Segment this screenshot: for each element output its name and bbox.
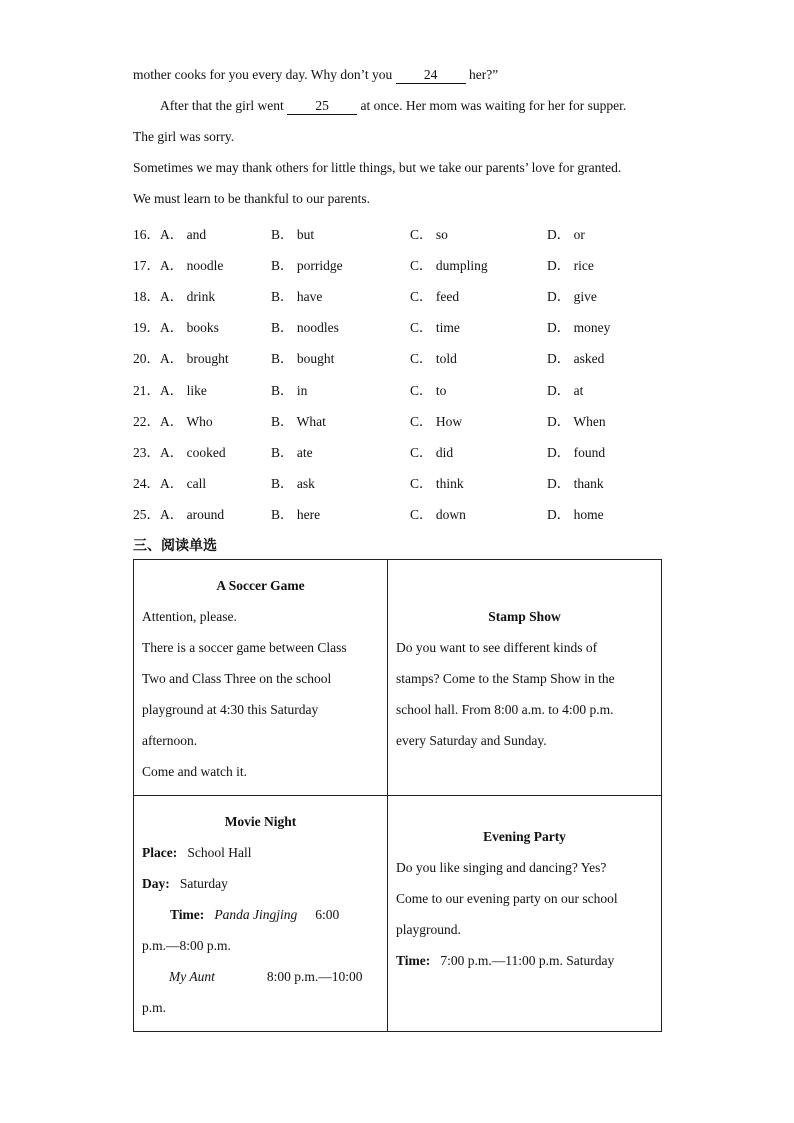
question-row [133,254,693,274]
option-d[interactable]: D． give [547,289,597,305]
film-title: My Aunt [169,969,215,984]
notice-line: playground at 4:30 this Saturday [142,702,319,717]
option-b[interactable]: B． bought [271,351,335,367]
question-number: 21． [133,382,160,398]
option-d[interactable]: D． home [547,506,604,522]
notice-line: Two and Class Three on the school [142,671,332,686]
notice-line: There is a soccer game between Class [142,640,347,655]
notice-line: Attention, please. [142,609,237,624]
option-d[interactable]: D． asked [547,351,605,367]
section-title: 三、阅读单选 [133,538,217,554]
notice-table [133,559,662,1032]
notice-line: Do you like singing and dancing? Yes? [396,860,607,875]
movie-notice [134,796,388,1032]
option-c[interactable]: C． time [410,320,460,336]
question-row [133,347,693,367]
option-b[interactable]: B． here [271,506,321,522]
notice-line: stamps? Come to the Stamp Show in the [396,671,615,686]
answer-blank-24 [396,67,466,84]
option-d[interactable]: D． at [547,382,584,398]
soccer-notice [134,560,388,796]
question-row [133,285,693,305]
question-number: 23． [133,444,160,460]
option-a[interactable]: A． brought [160,351,229,367]
question-row [133,379,693,399]
answer-blank-25 [287,98,357,115]
option-c[interactable]: C． did [410,444,454,460]
party-title: Evening Party [483,829,566,844]
movie-title: Movie Night [224,814,297,829]
party-time [396,945,653,976]
option-a[interactable]: A． call [160,475,207,491]
question-row [133,441,693,461]
question-number: 25． [133,506,160,522]
passage-line-4: Sometimes we may thank others for little things, but we take our parents’ love for granted. [133,160,622,175]
option-c[interactable]: C． How [410,413,463,429]
option-a[interactable]: A． drink [160,289,216,305]
question-number: 24． [133,475,160,491]
stamp-title: Stamp Show [488,609,561,624]
option-b[interactable]: B． in [271,382,308,398]
option-c[interactable]: C． told [410,351,457,367]
film-time-cont: p.m.—8:00 p.m. [142,938,231,953]
question-row [133,503,693,523]
option-c[interactable]: C． to [410,382,447,398]
question-row [133,472,693,492]
party-notice [388,796,662,1032]
option-a[interactable]: A． books [160,320,219,336]
option-b[interactable]: B． ask [271,475,315,491]
passage-text: at once. Her mom was waiting for her for supper. [357,98,627,113]
notice-line: every Saturday and Sunday. [396,733,547,748]
option-d[interactable]: D． money [547,320,611,336]
film-time: 8:00 p.m.—10:00 [266,969,363,984]
blank-number: 24 [423,67,438,82]
option-a[interactable]: A． Who [160,413,213,429]
question-number: 17． [133,258,160,274]
option-c[interactable]: C． down [410,506,466,522]
question-number: 19． [133,320,160,336]
option-a[interactable]: A． and [160,227,207,242]
question-row [133,410,693,430]
stamp-notice [388,560,662,796]
option-b[interactable]: B． ate [271,444,313,460]
day-value: Saturday [179,876,228,891]
passage-line-1 [133,67,498,84]
option-b[interactable]: B． What [271,413,326,429]
option-c[interactable]: C． dumpling [410,258,488,274]
option-b[interactable]: B． porridge [271,258,343,274]
question-row [133,223,693,243]
place-value: School Hall [187,845,252,860]
notice-line: school hall. From 8:00 a.m. to 4:00 p.m. [396,702,614,717]
question-number: 20． [133,351,160,367]
option-a[interactable]: A． around [160,506,225,522]
notice-line: Come to our evening party on our school [396,891,618,906]
soccer-title: A Soccer Game [216,578,305,593]
option-c[interactable]: C． feed [410,289,460,305]
passage-text: After that the girl went [160,98,288,113]
option-d[interactable]: D． or [547,227,585,242]
film-time-cont: p.m. [142,1000,167,1015]
film-time: 6:00 [315,907,340,922]
question-number: 18． [133,289,160,305]
option-b[interactable]: B． noodles [271,320,339,336]
option-a[interactable]: A． noodle [160,258,224,274]
option-b[interactable]: B． have [271,289,323,305]
option-c[interactable]: C． think [410,475,464,491]
movie-day [142,868,379,899]
question-row [133,316,693,336]
place-label: Place: [142,845,178,860]
movie-place [142,837,379,868]
time-label: Time: [396,953,431,968]
day-label: Day: [142,876,170,891]
question-number: 22． [133,413,160,429]
time-value: 7:00 p.m.—11:00 p.m. Saturday [440,953,615,968]
movie-time-2 [142,961,379,992]
passage-line-3: The girl was sorry. [133,129,235,144]
time-label: Time: [170,907,205,922]
notice-line: playground. [396,922,461,937]
option-d[interactable]: D． found [547,444,606,460]
question-number: 16． [133,227,160,242]
notice-line: afternoon. [142,733,198,748]
notice-line: Come and watch it. [142,764,247,779]
option-a[interactable]: A． cooked [160,444,226,460]
passage-text: mother cooks for you every day. Why don’t you [133,67,396,82]
option-d[interactable]: D． When [547,413,606,429]
option-a[interactable]: A． like [160,382,207,398]
option-b[interactable]: B． but [271,227,315,242]
film-title: Panda Jingjing [214,907,298,922]
passage-line-2 [160,98,626,115]
passage-line-5: We must learn to be thankful to our parents. [133,191,370,206]
option-d[interactable]: D． rice [547,258,594,274]
option-c[interactable]: C． so [410,227,448,242]
notice-line: Do you want to see different kinds of [396,640,598,655]
blank-number: 25 [315,98,329,113]
passage-text: her?” [465,67,499,82]
option-d[interactable]: D． thank [547,475,604,491]
movie-time-1 [142,899,379,930]
